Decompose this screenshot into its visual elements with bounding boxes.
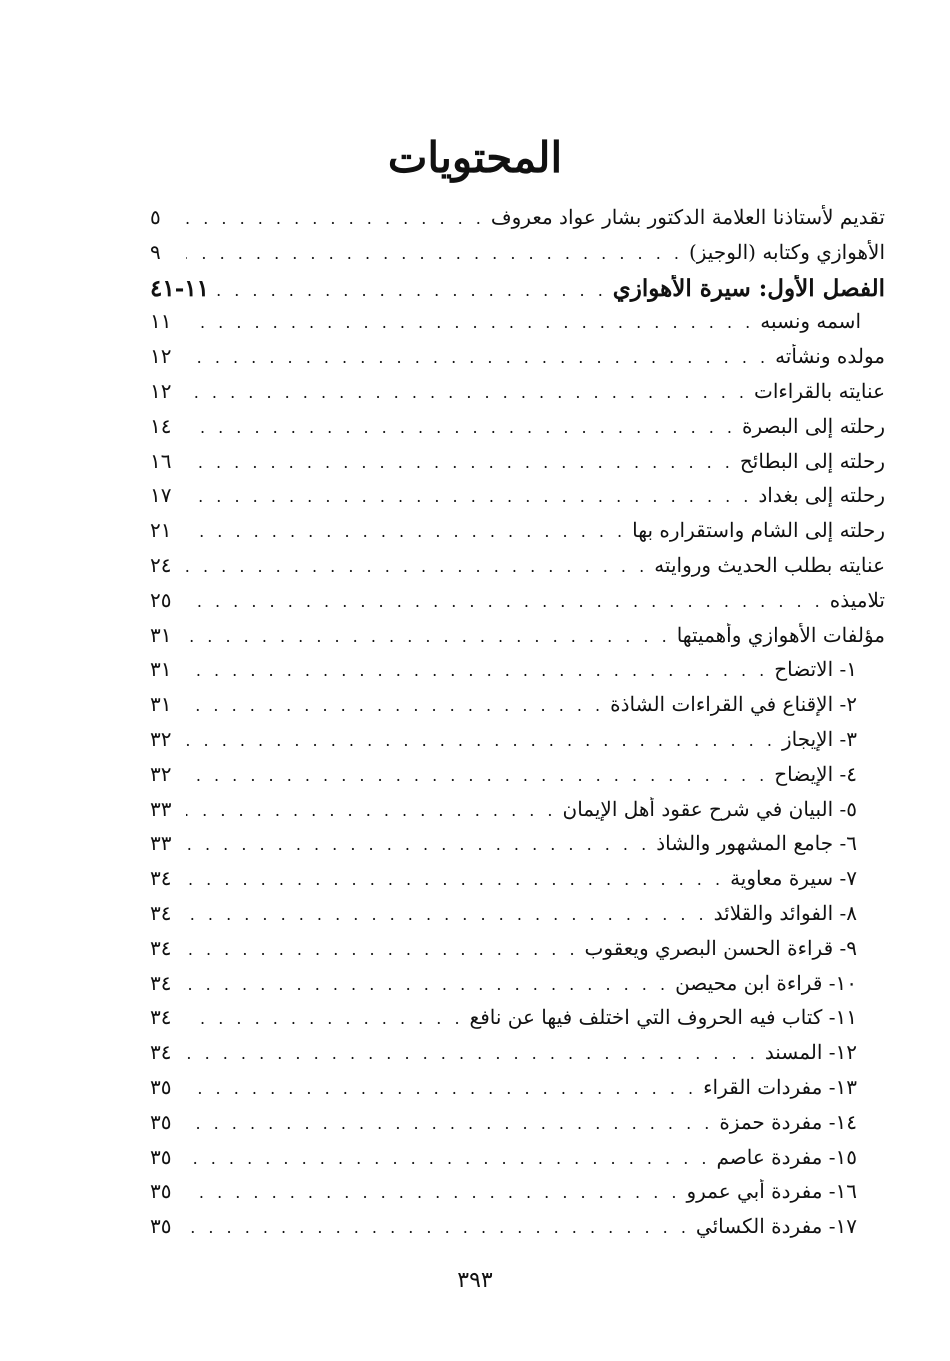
toc-entry[interactable] [150,1075,885,1110]
toc-entry-label: ٨- الفوائد والقلائد [713,900,857,925]
dot-leader [186,870,724,889]
toc-entry-label: الأهوازي وكتابه (الوجيز) [688,239,885,264]
dot-leader [186,487,752,506]
toc-entry[interactable] [150,414,885,449]
toc-entry-page: ٣٢ [150,761,172,786]
toc-entry-label: ٢- الإقناع في القراءات الشاذة [610,692,857,717]
toc-entry-label: ١١- كتاب فيه الحروف التي اختلف فيها عن نافع [469,1005,857,1030]
toc-entry[interactable] [150,1040,885,1075]
dot-leader [186,661,768,680]
toc-entry[interactable] [150,1214,885,1249]
toc-entry[interactable] [150,866,885,901]
toc-entry[interactable] [150,309,885,344]
toc-entry[interactable] [150,379,885,414]
page-title: المحتويات [387,133,563,182]
toc-entry-label: ١٣- مفردات القراء [703,1074,857,1099]
toc-entry[interactable] [150,623,885,658]
toc-entry-label: ١- الاتضاح [774,657,857,682]
toc-entry-page: ٣١ [150,692,172,717]
toc-entry-label: عنايته بطلب الحديث وروايته [654,552,885,577]
toc-entry[interactable] [150,518,885,553]
toc-entry[interactable] [150,1005,885,1040]
toc-entry-page: ٩ [150,239,161,264]
dot-leader [186,1218,690,1237]
toc-entry-label: ٥- البيان في شرح عقود أهل الإيمان [562,796,857,821]
dot-leader [186,313,754,332]
toc-entry[interactable] [150,553,885,588]
toc-entry-label: مؤلفات الأهوازي وأهميتها [676,622,885,647]
dot-leader [186,557,648,576]
toc-entry[interactable] [150,1110,885,1145]
dot-leader [186,905,708,924]
dot-leader [186,348,769,367]
toc-entry-page: ١٧ [150,483,172,508]
toc-entry-label: الفصل الأول: سيرة الأهوازي [612,274,885,302]
toc-entry-page: ٢٤ [150,552,172,577]
dot-leader [186,1114,713,1133]
toc-entry-label: ٩- قراءة الحسن البصري ويعقوب [584,935,857,960]
toc-entry[interactable] [150,901,885,936]
toc-entry-page: ٢٥ [150,587,172,612]
dot-leader [186,766,768,785]
dot-leader [186,1044,759,1063]
toc-entry[interactable] [150,205,885,240]
toc-entry-label: رحلته إلى بغداد [758,483,885,508]
toc-entry-page: ٣٤ [150,1040,172,1065]
dot-leader [186,592,824,611]
dot-leader [186,522,626,541]
toc-entry-page: ١٢ [150,378,172,403]
toc-entry[interactable] [150,240,885,275]
dot-leader [186,835,650,854]
dot-leader [186,244,683,263]
toc-entry-label: رحلته إلى البصرة [742,413,885,438]
dot-leader [186,1079,697,1098]
toc-entry[interactable] [150,727,885,762]
toc-entry[interactable] [150,797,885,832]
toc-entry[interactable] [150,692,885,727]
toc-entry-page: ١٤ [150,413,172,438]
dot-leader [186,940,579,959]
toc-entry-label: عنايته بالقراءات [754,378,885,403]
toc-entry-label: ١٤- مفردة حمزة [719,1109,857,1134]
toc-entry-label: ١٧- مفردة الكسائي [695,1214,857,1239]
toc-entry[interactable] [150,588,885,623]
toc-entry-page: ١٦ [150,448,172,473]
toc-entry-label: تلاميذه [829,587,885,612]
page-number: ٣٩٣ [457,1268,493,1293]
toc-entry-page: ٣٣ [150,796,172,821]
toc-entry-page: ٣٣ [150,831,172,856]
dot-leader [186,975,669,994]
toc-entry-label: ١٢- المسند [764,1040,857,1065]
dot-leader [186,731,776,750]
toc-entry-label: ٣- الإيجاز [781,726,857,751]
toc-entry[interactable] [150,483,885,518]
toc-entry-page: ٣٥ [150,1074,172,1099]
dot-leader [186,696,604,715]
toc-entry[interactable] [150,275,885,310]
toc-entry-page: ٢١ [150,518,172,543]
toc-entry-page: ١٢ [150,344,172,369]
toc-entry[interactable] [150,344,885,379]
dot-leader [186,209,485,228]
dot-leader [215,281,607,300]
toc-entry[interactable] [150,936,885,971]
toc-entry-page: ٣٤ [150,935,172,960]
dot-leader [186,627,671,646]
toc-entry-page: ٣٥ [150,1144,172,1169]
toc-entry[interactable] [150,1145,885,1180]
toc-entry-page: ٣٥ [150,1179,172,1204]
toc-entry-label: تقديم لأستاذنا العلامة الدكتور بشار عواد معروف [490,205,885,229]
toc-entry-label: ٦- جامع المشهور والشاذ [656,831,857,856]
toc-entry-label: مولده ونشأته [775,344,885,369]
toc-entry-label: ١٥- مفردة عاصم [716,1144,857,1169]
dot-leader [186,418,736,437]
toc-entry-page: ١١ [150,309,172,334]
toc-entry-page: ٣١ [150,622,172,647]
toc-entry-page: ٣٥ [150,1214,172,1239]
dot-leader [186,1183,680,1202]
table-of-contents [150,205,885,1249]
toc-entry[interactable] [150,831,885,866]
toc-entry-label: ١٦- مفردة أبي عمرو [686,1179,857,1204]
toc-entry-page: ٣٤ [150,866,172,891]
toc-entry[interactable] [150,657,885,692]
toc-entry-label: ١٠- قراءة ابن محيصن [675,970,857,995]
toc-entry-page: ٣٤ [150,970,172,995]
toc-entry-label: رحلته إلى الشام واستقراره بها [632,518,885,543]
toc-entry-label: ٤- الإيضاح [774,761,857,786]
toc-entry-page: ٣٤ [150,1005,172,1030]
toc-entry[interactable] [150,1179,885,1214]
toc-entry-page: ١١-٤١ [150,274,209,302]
dot-leader [186,801,557,820]
toc-entry-label: اسمه ونسبه [760,309,861,334]
toc-entry-page: ٣٥ [150,1109,172,1134]
dot-leader [186,383,748,402]
toc-entry-page: ٣٤ [150,900,172,925]
toc-entry[interactable] [150,762,885,797]
dot-leader [186,1009,464,1028]
toc-entry-page: ٥ [150,205,161,229]
toc-entry-label: ٧- سيرة معاوية [730,866,857,891]
dot-leader [186,453,734,472]
toc-entry-label: رحلته إلى البطائح [739,448,885,473]
toc-entry[interactable] [150,971,885,1006]
toc-entry[interactable] [150,449,885,484]
toc-entry-page: ٣١ [150,657,172,682]
toc-entry-page: ٣٢ [150,726,172,751]
dot-leader [186,1149,710,1168]
